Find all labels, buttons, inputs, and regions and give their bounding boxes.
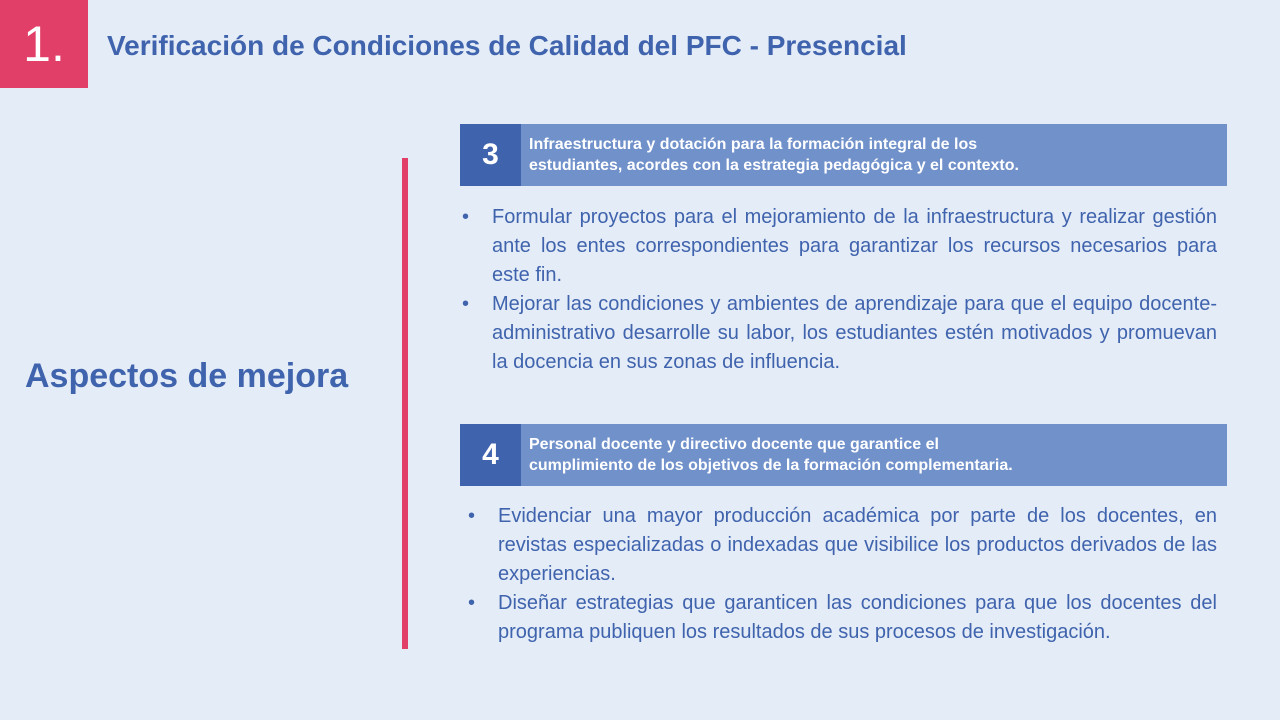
- list-item-text: Diseñar estrategias que garanticen las condiciones para que los docentes del programa publiquen los resultados de sus procesos de investigación.: [498, 592, 1217, 643]
- list-item: [466, 502, 1217, 589]
- list-item-text: Formular proyectos para el mejoramiento de la infraestructura y realizar gestión ante los entes correspondientes para garantizar los recursos necesarios para este fin.: [492, 206, 1217, 286]
- section-heading-line: Personal docente y directivo docente que garantice el: [529, 436, 939, 453]
- page-title: Verificación de Condiciones de Calidad del PFC - Presencial: [107, 30, 907, 61]
- section-number: 4: [460, 424, 521, 486]
- side-title: Aspectos de mejora: [25, 357, 349, 395]
- section-heading-line: cumplimiento de los objetivos de la formación complementaria.: [529, 457, 1013, 474]
- slide-number-badge: 1.: [0, 0, 88, 88]
- section-heading-line: Infraestructura y dotación para la formación integral de los: [529, 136, 978, 153]
- list-item: [466, 589, 1217, 647]
- section-number: 3: [460, 124, 521, 186]
- list-item-text: Evidenciar una mayor producción académica por parte de los docentes, en revistas especializadas o indexadas que visibilice los productos derivados de las experiencias.: [498, 505, 1217, 585]
- list-item: [460, 203, 1217, 290]
- bullet-icon: •: [468, 592, 476, 614]
- list-item: [460, 290, 1217, 377]
- bullet-icon: •: [468, 505, 476, 527]
- bullet-icon: •: [462, 293, 470, 315]
- section-header-3: [460, 124, 1227, 186]
- list-item-text: Mejorar las condiciones y ambientes de aprendizaje para que el equipo docente-administrativo desarrolle su labor, los estudiantes estén motivados y promuevan la docencia en sus zonas de influencia.: [492, 293, 1217, 373]
- bullet-list-section-4: [466, 502, 1217, 647]
- section-header-4: [460, 424, 1227, 486]
- section-heading: [529, 134, 1209, 176]
- section-heading-line: estudiantes, acordes con la estrategia pedagógica y el contexto.: [529, 157, 1019, 174]
- bullet-icon: •: [462, 206, 470, 228]
- vertical-divider: [402, 158, 408, 649]
- section-heading: [529, 434, 1209, 476]
- bullet-list-section-3: [460, 203, 1217, 377]
